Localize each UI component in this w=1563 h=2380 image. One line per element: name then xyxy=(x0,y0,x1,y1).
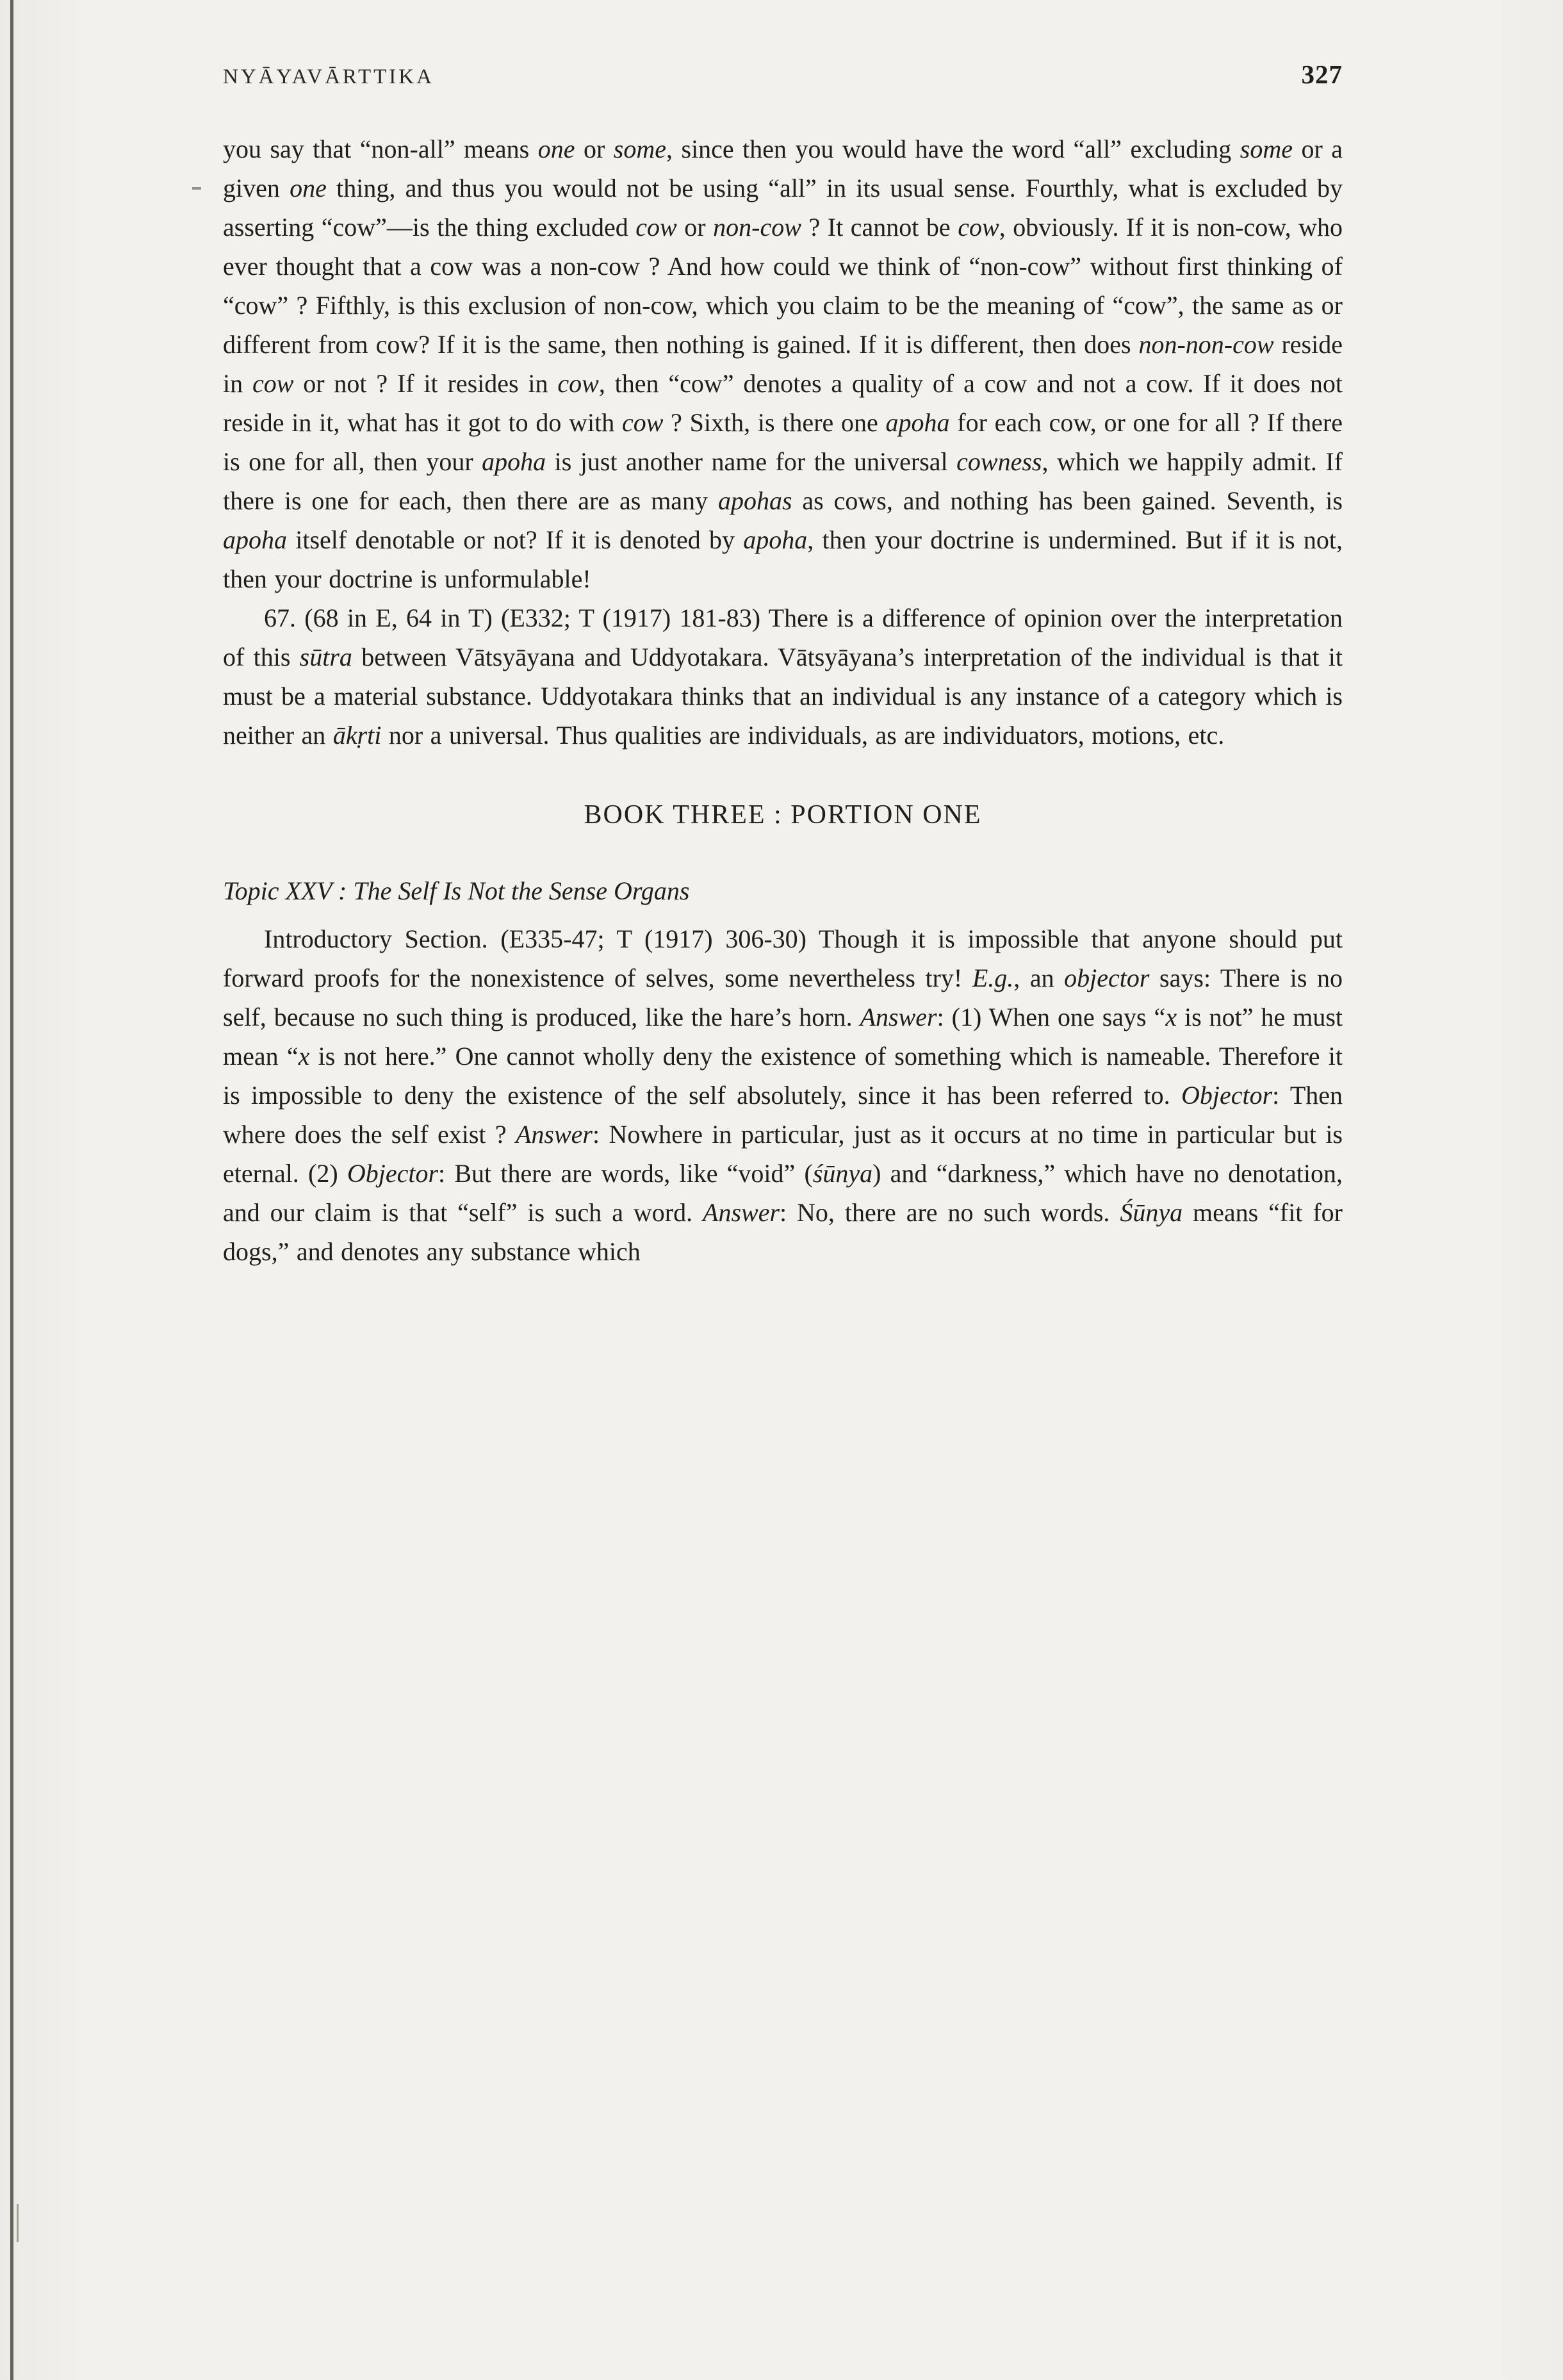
paragraph-introductory-section: Introductory Section. (E335-47; T (1917) 306-30) Though it is impossible that anyone should put forward proofs for the nonexistence of selves, some nevertheless try! E.g., an objector says: There is no self, because no such thing is produced, like the hare’s horn. Answer: (1) When one says “x is not” he must mean “x is not here.” One cannot wholly deny the existence of something which is nameable. Therefore it is impossible to deny the existence of the self absolutely, since it has been referred to. Objector: Then where does the self exist ? Answer: Nowhere in particular, just as it occurs at no time in particular but is eternal. (2) Objector: But there are words, like “void” (śūnya) and “darkness,” which have no denotation, and our claim is that “self” is such a word. Answer: No, there are no such words. Śūnya means “fit for dogs,” and denotes any substance which xyxy=(223,924,1343,1266)
page-number: 327 xyxy=(1301,60,1343,89)
page-header xyxy=(223,59,1343,90)
scan-speck-artifact xyxy=(17,2204,19,2242)
section-heading: BOOK THREE : PORTION ONE xyxy=(584,800,982,830)
scan-edge-artifact xyxy=(10,0,13,2380)
topic-heading: Topic XXV : The Self Is Not the Sense Organs xyxy=(223,876,690,905)
scan-speck-artifact xyxy=(192,187,201,190)
text-block xyxy=(223,59,1343,1271)
paragraph-apoha-critique: you say that “non-all” means one or some, since then you would have the word “all” excluding some or a given one thing, and thus you would not be using “all” in its usual sense. Fourthly, what is excluded by asserting “cow”—is the thing excluded cow or non-cow ? It cannot be cow, obviously. If it is non-cow, who ever thought that a cow was a non-cow ? And how could we think of “non-cow” without first thinking of “cow” ? Fifthly, is this exclusion of non-cow, which you claim to be the meaning of “cow”, the same as or different from cow? If it is the same, then nothing is gained. If it is different, then does non-non-cow reside in cow or not ? If it resides in cow, then “cow” denotes a quality of a cow and not a cow. If it does not reside in it, what has it got to do with cow ? Sixth, is there one apoha for each cow, or one for all ? If there is one for all, then your apoha is just another name for the universal cowness, which we happily admit. If there is one for each, then there are as many apohas as cows, and nothing has been gained. Seventh, is apoha itself denotable or not? If it is denoted by apoha, then your doctrine is undermined. But if it is not, then your doctrine is unformulable! xyxy=(223,135,1343,593)
running-title: NYĀYAVĀRTTIKA xyxy=(223,65,434,88)
paragraph-sutra-67: 67. (68 in E, 64 in T) (E332; T (1917) 181-83) There is a difference of opinion over the interpretation of this sūtra between Vātsyāyana and Uddyotakara. Vātsyāyana’s interpretation of the individual is that it must be a material substance. Uddyotakara thinks that an individual is any instance of a category which is neither an ākṛti nor a universal. Thus qualities are individuals, as are individuators, motions, etc. xyxy=(223,603,1343,750)
